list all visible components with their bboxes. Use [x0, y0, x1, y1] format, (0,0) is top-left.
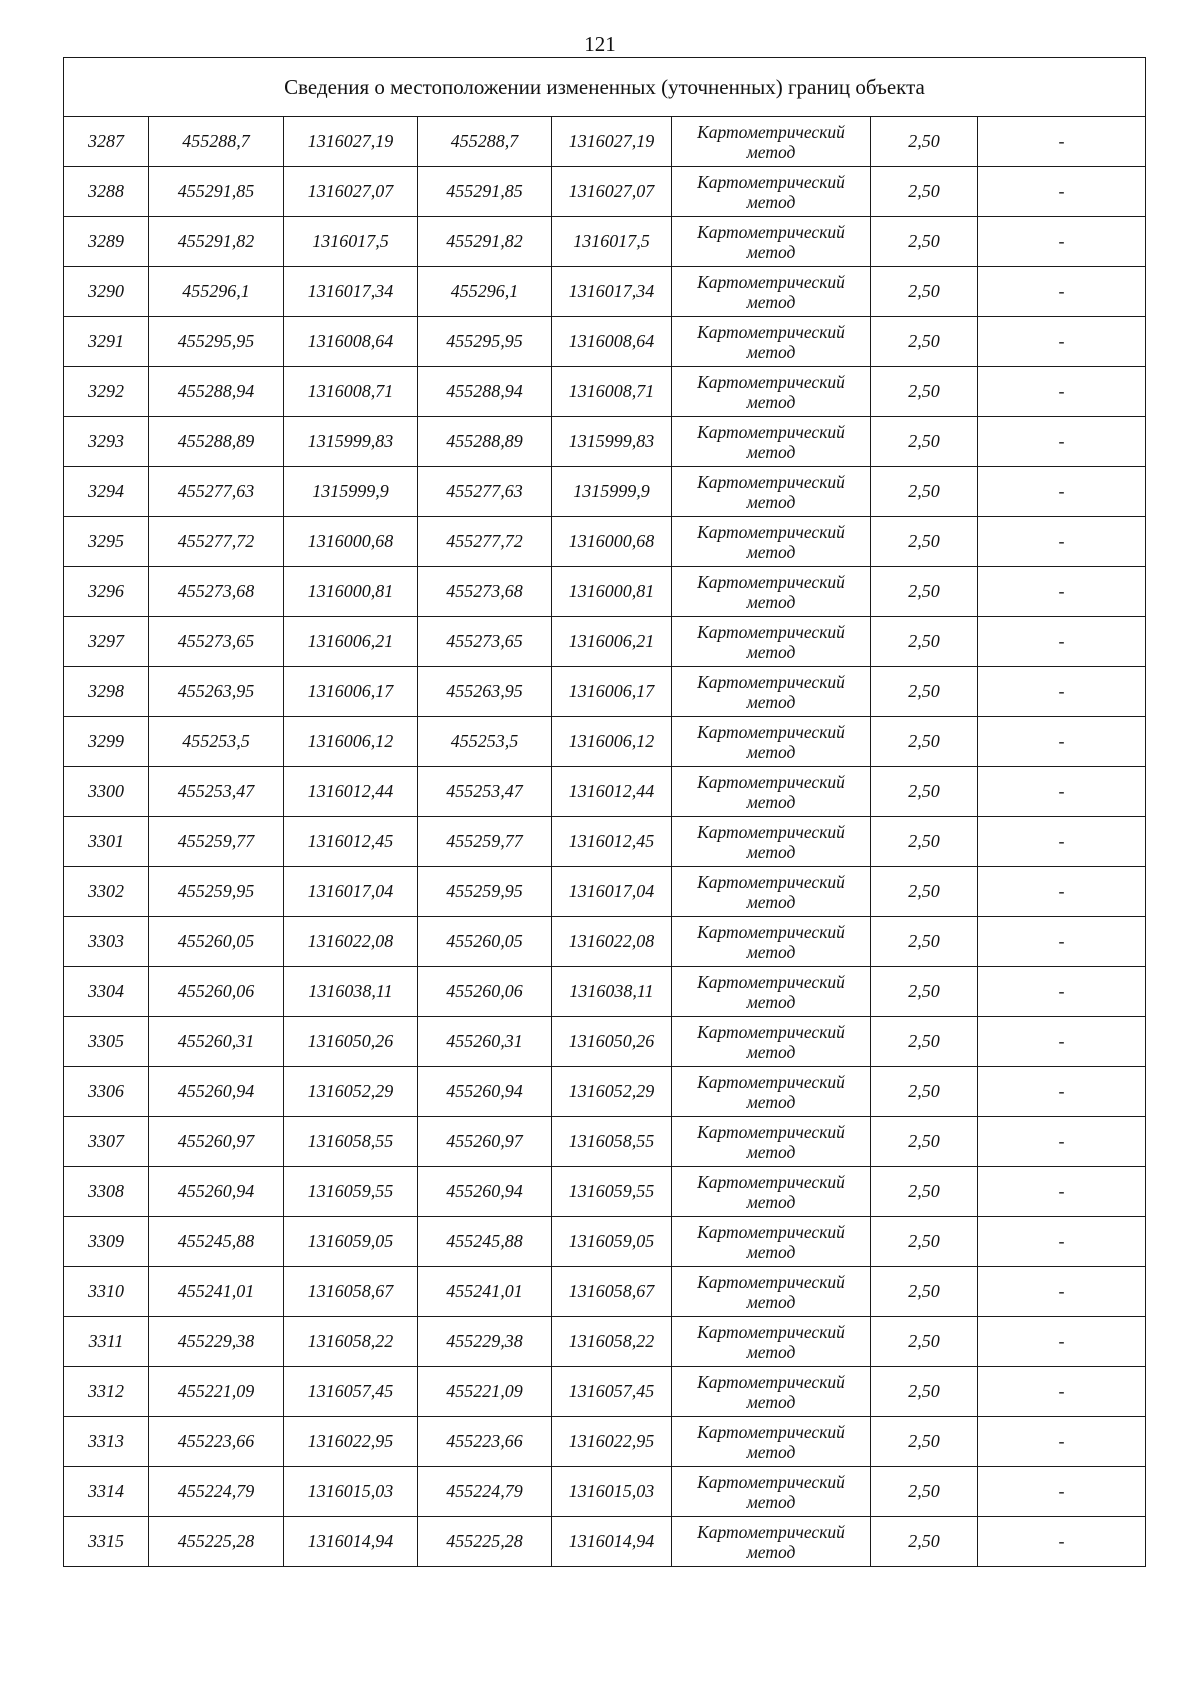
- y-existing-cell: 1315999,9: [284, 467, 418, 517]
- method-cell: Картометрический метод: [672, 817, 871, 867]
- note-cell: -: [978, 817, 1146, 867]
- y-existing-cell: 1316022,08: [284, 917, 418, 967]
- method-cell: Картометрический метод: [672, 967, 871, 1017]
- y-existing-cell: 1316058,55: [284, 1117, 418, 1167]
- y-existing-cell: 1316017,34: [284, 267, 418, 317]
- x-refined-cell: 455260,06: [418, 967, 552, 1017]
- y-existing-cell: 1316012,45: [284, 817, 418, 867]
- accuracy-cell: 2,50: [871, 1017, 978, 1067]
- x-existing-cell: 455259,77: [149, 817, 284, 867]
- point-number-cell: 3305: [64, 1017, 149, 1067]
- point-number-cell: 3310: [64, 1267, 149, 1317]
- point-number-cell: 3303: [64, 917, 149, 967]
- x-refined-cell: 455229,38: [418, 1317, 552, 1367]
- x-refined-cell: 455273,65: [418, 617, 552, 667]
- x-existing-cell: 455260,94: [149, 1167, 284, 1217]
- y-existing-cell: 1316022,95: [284, 1417, 418, 1467]
- point-number-cell: 3307: [64, 1117, 149, 1167]
- x-refined-cell: 455221,09: [418, 1367, 552, 1417]
- method-cell: Картометрический метод: [672, 867, 871, 917]
- x-existing-cell: 455253,47: [149, 767, 284, 817]
- y-refined-cell: 1315999,83: [552, 417, 672, 467]
- x-refined-cell: 455288,89: [418, 417, 552, 467]
- table-row: [64, 367, 1146, 417]
- accuracy-cell: 2,50: [871, 1067, 978, 1117]
- point-number-cell: 3302: [64, 867, 149, 917]
- x-refined-cell: 455291,82: [418, 217, 552, 267]
- y-existing-cell: 1316059,05: [284, 1217, 418, 1267]
- point-number-cell: 3296: [64, 567, 149, 617]
- note-cell: -: [978, 967, 1146, 1017]
- x-existing-cell: 455245,88: [149, 1217, 284, 1267]
- x-existing-cell: 455273,68: [149, 567, 284, 617]
- method-cell: Картометрический метод: [672, 267, 871, 317]
- y-refined-cell: 1316022,08: [552, 917, 672, 967]
- point-number-cell: 3293: [64, 417, 149, 467]
- point-number-cell: 3311: [64, 1317, 149, 1367]
- accuracy-cell: 2,50: [871, 1417, 978, 1467]
- x-refined-cell: 455277,63: [418, 467, 552, 517]
- accuracy-cell: 2,50: [871, 967, 978, 1017]
- y-existing-cell: 1316017,5: [284, 217, 418, 267]
- y-refined-cell: 1316058,55: [552, 1117, 672, 1167]
- accuracy-cell: 2,50: [871, 1467, 978, 1517]
- x-existing-cell: 455288,89: [149, 417, 284, 467]
- point-number-cell: 3298: [64, 667, 149, 717]
- y-existing-cell: 1316059,55: [284, 1167, 418, 1217]
- accuracy-cell: 2,50: [871, 1117, 978, 1167]
- x-existing-cell: 455291,85: [149, 167, 284, 217]
- point-number-cell: 3292: [64, 367, 149, 417]
- method-cell: Картометрический метод: [672, 917, 871, 967]
- table-row: [64, 667, 1146, 717]
- method-cell: Картометрический метод: [672, 767, 871, 817]
- x-refined-cell: 455277,72: [418, 517, 552, 567]
- y-refined-cell: 1316052,29: [552, 1067, 672, 1117]
- method-cell: Картометрический метод: [672, 1117, 871, 1167]
- method-cell: Картометрический метод: [672, 517, 871, 567]
- point-number-cell: 3291: [64, 317, 149, 367]
- accuracy-cell: 2,50: [871, 867, 978, 917]
- note-cell: -: [978, 517, 1146, 567]
- accuracy-cell: 2,50: [871, 217, 978, 267]
- x-existing-cell: 455277,63: [149, 467, 284, 517]
- method-cell: Картометрический метод: [672, 1067, 871, 1117]
- table-row: [64, 417, 1146, 467]
- note-cell: -: [978, 1367, 1146, 1417]
- table-row: [64, 617, 1146, 667]
- y-existing-cell: 1316012,44: [284, 767, 418, 817]
- accuracy-cell: 2,50: [871, 1367, 978, 1417]
- x-refined-cell: 455241,01: [418, 1267, 552, 1317]
- y-refined-cell: 1316015,03: [552, 1467, 672, 1517]
- x-refined-cell: 455259,95: [418, 867, 552, 917]
- note-cell: -: [978, 1217, 1146, 1267]
- point-number-cell: 3308: [64, 1167, 149, 1217]
- method-cell: Картометрический метод: [672, 617, 871, 667]
- point-number-cell: 3301: [64, 817, 149, 867]
- accuracy-cell: 2,50: [871, 1267, 978, 1317]
- method-cell: Картометрический метод: [672, 167, 871, 217]
- y-existing-cell: 1316006,17: [284, 667, 418, 717]
- x-refined-cell: 455273,68: [418, 567, 552, 617]
- note-cell: -: [978, 1067, 1146, 1117]
- x-existing-cell: 455259,95: [149, 867, 284, 917]
- method-cell: Картометрический метод: [672, 367, 871, 417]
- x-existing-cell: 455241,01: [149, 1267, 284, 1317]
- note-cell: -: [978, 1517, 1146, 1567]
- accuracy-cell: 2,50: [871, 1167, 978, 1217]
- y-refined-cell: 1316008,71: [552, 367, 672, 417]
- table-row: [64, 1317, 1146, 1367]
- y-refined-cell: 1316022,95: [552, 1417, 672, 1467]
- y-refined-cell: 1316057,45: [552, 1367, 672, 1417]
- x-refined-cell: 455224,79: [418, 1467, 552, 1517]
- x-refined-cell: 455263,95: [418, 667, 552, 717]
- accuracy-cell: 2,50: [871, 267, 978, 317]
- y-existing-cell: 1316057,45: [284, 1367, 418, 1417]
- y-existing-cell: 1316015,03: [284, 1467, 418, 1517]
- accuracy-cell: 2,50: [871, 567, 978, 617]
- table-row: [64, 1467, 1146, 1517]
- table-row: [64, 1417, 1146, 1467]
- y-existing-cell: 1316050,26: [284, 1017, 418, 1067]
- method-cell: Картометрический метод: [672, 1317, 871, 1367]
- y-existing-cell: 1316008,71: [284, 367, 418, 417]
- x-refined-cell: 455260,97: [418, 1117, 552, 1167]
- note-cell: -: [978, 217, 1146, 267]
- note-cell: -: [978, 417, 1146, 467]
- point-number-cell: 3315: [64, 1517, 149, 1567]
- table-row: [64, 1117, 1146, 1167]
- x-existing-cell: 455260,05: [149, 917, 284, 967]
- y-existing-cell: 1315999,83: [284, 417, 418, 467]
- x-existing-cell: 455260,06: [149, 967, 284, 1017]
- y-refined-cell: 1316006,12: [552, 717, 672, 767]
- boundary-coordinates-table: [63, 57, 1146, 1567]
- method-cell: Картометрический метод: [672, 467, 871, 517]
- point-number-cell: 3299: [64, 717, 149, 767]
- x-existing-cell: 455291,82: [149, 217, 284, 267]
- y-refined-cell: 1316014,94: [552, 1517, 672, 1567]
- method-cell: Картометрический метод: [672, 1367, 871, 1417]
- y-existing-cell: 1316017,04: [284, 867, 418, 917]
- x-existing-cell: 455263,95: [149, 667, 284, 717]
- method-cell: Картометрический метод: [672, 1467, 871, 1517]
- point-number-cell: 3294: [64, 467, 149, 517]
- x-refined-cell: 455245,88: [418, 1217, 552, 1267]
- point-number-cell: 3304: [64, 967, 149, 1017]
- point-number-cell: 3313: [64, 1417, 149, 1467]
- y-refined-cell: 1316038,11: [552, 967, 672, 1017]
- table-row: [64, 217, 1146, 267]
- x-refined-cell: 455223,66: [418, 1417, 552, 1467]
- y-refined-cell: 1315999,9: [552, 467, 672, 517]
- y-refined-cell: 1316059,05: [552, 1217, 672, 1267]
- accuracy-cell: 2,50: [871, 767, 978, 817]
- x-refined-cell: 455260,31: [418, 1017, 552, 1067]
- point-number-cell: 3287: [64, 117, 149, 167]
- x-refined-cell: 455253,5: [418, 717, 552, 767]
- accuracy-cell: 2,50: [871, 517, 978, 567]
- note-cell: -: [978, 717, 1146, 767]
- x-existing-cell: 455296,1: [149, 267, 284, 317]
- x-existing-cell: 455225,28: [149, 1517, 284, 1567]
- y-refined-cell: 1316006,17: [552, 667, 672, 717]
- method-cell: Картометрический метод: [672, 217, 871, 267]
- note-cell: -: [978, 1117, 1146, 1167]
- x-existing-cell: 455221,09: [149, 1367, 284, 1417]
- y-existing-cell: 1316058,67: [284, 1267, 418, 1317]
- note-cell: -: [978, 617, 1146, 667]
- y-existing-cell: 1316058,22: [284, 1317, 418, 1367]
- table-row: [64, 567, 1146, 617]
- point-number-cell: 3314: [64, 1467, 149, 1517]
- table-row: [64, 467, 1146, 517]
- y-existing-cell: 1316027,19: [284, 117, 418, 167]
- y-refined-cell: 1316027,07: [552, 167, 672, 217]
- note-cell: -: [978, 317, 1146, 367]
- x-refined-cell: 455296,1: [418, 267, 552, 317]
- x-existing-cell: 455260,31: [149, 1017, 284, 1067]
- y-refined-cell: 1316017,34: [552, 267, 672, 317]
- table-row: [64, 867, 1146, 917]
- note-cell: -: [978, 1317, 1146, 1367]
- accuracy-cell: 2,50: [871, 317, 978, 367]
- y-existing-cell: 1316038,11: [284, 967, 418, 1017]
- method-cell: Картометрический метод: [672, 317, 871, 367]
- accuracy-cell: 2,50: [871, 1317, 978, 1367]
- table-row: [64, 967, 1146, 1017]
- accuracy-cell: 2,50: [871, 717, 978, 767]
- x-refined-cell: 455260,94: [418, 1167, 552, 1217]
- x-existing-cell: 455224,79: [149, 1467, 284, 1517]
- table-row: [64, 1517, 1146, 1567]
- method-cell: Картометрический метод: [672, 1167, 871, 1217]
- x-existing-cell: 455229,38: [149, 1317, 284, 1367]
- point-number-cell: 3300: [64, 767, 149, 817]
- y-existing-cell: 1316027,07: [284, 167, 418, 217]
- accuracy-cell: 2,50: [871, 1517, 978, 1567]
- method-cell: Картометрический метод: [672, 1417, 871, 1467]
- y-refined-cell: 1316012,44: [552, 767, 672, 817]
- point-number-cell: 3290: [64, 267, 149, 317]
- table-row: [64, 767, 1146, 817]
- note-cell: -: [978, 1467, 1146, 1517]
- method-cell: Картометрический метод: [672, 1217, 871, 1267]
- note-cell: -: [978, 1017, 1146, 1067]
- note-cell: -: [978, 117, 1146, 167]
- x-existing-cell: 455288,7: [149, 117, 284, 167]
- method-cell: Картометрический метод: [672, 667, 871, 717]
- page-number: 121: [584, 32, 616, 56]
- note-cell: -: [978, 467, 1146, 517]
- table-body: [64, 58, 1146, 1567]
- point-number-cell: 3309: [64, 1217, 149, 1267]
- accuracy-cell: 2,50: [871, 117, 978, 167]
- accuracy-cell: 2,50: [871, 417, 978, 467]
- y-existing-cell: 1316000,68: [284, 517, 418, 567]
- table-row: [64, 167, 1146, 217]
- note-cell: -: [978, 1167, 1146, 1217]
- table-row: [64, 717, 1146, 767]
- y-refined-cell: 1316027,19: [552, 117, 672, 167]
- table-row: [64, 917, 1146, 967]
- y-refined-cell: 1316000,81: [552, 567, 672, 617]
- y-refined-cell: 1316012,45: [552, 817, 672, 867]
- point-number-cell: 3306: [64, 1067, 149, 1117]
- x-refined-cell: 455295,95: [418, 317, 552, 367]
- y-existing-cell: 1316014,94: [284, 1517, 418, 1567]
- y-refined-cell: 1316058,67: [552, 1267, 672, 1317]
- method-cell: Картометрический метод: [672, 567, 871, 617]
- table-row: [64, 317, 1146, 367]
- y-refined-cell: 1316008,64: [552, 317, 672, 367]
- x-refined-cell: 455291,85: [418, 167, 552, 217]
- y-refined-cell: 1316000,68: [552, 517, 672, 567]
- table-row: [64, 1267, 1146, 1317]
- table-title-row: [64, 58, 1146, 117]
- x-refined-cell: 455260,94: [418, 1067, 552, 1117]
- y-existing-cell: 1316052,29: [284, 1067, 418, 1117]
- y-existing-cell: 1316006,21: [284, 617, 418, 667]
- x-refined-cell: 455225,28: [418, 1517, 552, 1567]
- table-row: [64, 267, 1146, 317]
- accuracy-cell: 2,50: [871, 667, 978, 717]
- accuracy-cell: 2,50: [871, 917, 978, 967]
- y-refined-cell: 1316058,22: [552, 1317, 672, 1367]
- y-refined-cell: 1316017,5: [552, 217, 672, 267]
- accuracy-cell: 2,50: [871, 617, 978, 667]
- note-cell: -: [978, 667, 1146, 717]
- x-existing-cell: 455260,94: [149, 1067, 284, 1117]
- x-existing-cell: 455260,97: [149, 1117, 284, 1167]
- note-cell: -: [978, 767, 1146, 817]
- note-cell: -: [978, 267, 1146, 317]
- table-row: [64, 1217, 1146, 1267]
- x-existing-cell: 455273,65: [149, 617, 284, 667]
- table-row: [64, 817, 1146, 867]
- method-cell: Картометрический метод: [672, 717, 871, 767]
- table-row: [64, 1067, 1146, 1117]
- table-row: [64, 1017, 1146, 1067]
- y-existing-cell: 1316000,81: [284, 567, 418, 617]
- method-cell: Картометрический метод: [672, 117, 871, 167]
- point-number-cell: 3289: [64, 217, 149, 267]
- accuracy-cell: 2,50: [871, 167, 978, 217]
- method-cell: Картометрический метод: [672, 1267, 871, 1317]
- x-refined-cell: 455288,94: [418, 367, 552, 417]
- x-refined-cell: 455260,05: [418, 917, 552, 967]
- point-number-cell: 3288: [64, 167, 149, 217]
- accuracy-cell: 2,50: [871, 367, 978, 417]
- accuracy-cell: 2,50: [871, 817, 978, 867]
- table-row: [64, 1367, 1146, 1417]
- note-cell: -: [978, 1267, 1146, 1317]
- y-refined-cell: 1316050,26: [552, 1017, 672, 1067]
- x-existing-cell: 455253,5: [149, 717, 284, 767]
- point-number-cell: 3312: [64, 1367, 149, 1417]
- y-refined-cell: 1316017,04: [552, 867, 672, 917]
- accuracy-cell: 2,50: [871, 1217, 978, 1267]
- table-row: [64, 117, 1146, 167]
- x-refined-cell: 455288,7: [418, 117, 552, 167]
- note-cell: -: [978, 167, 1146, 217]
- point-number-cell: 3295: [64, 517, 149, 567]
- y-refined-cell: 1316006,21: [552, 617, 672, 667]
- y-existing-cell: 1316008,64: [284, 317, 418, 367]
- x-existing-cell: 455288,94: [149, 367, 284, 417]
- table-title: Сведения о местоположении измененных (уточненных) границ объекта: [64, 58, 1146, 117]
- note-cell: -: [978, 917, 1146, 967]
- note-cell: -: [978, 567, 1146, 617]
- method-cell: Картометрический метод: [672, 1017, 871, 1067]
- note-cell: -: [978, 867, 1146, 917]
- x-existing-cell: 455277,72: [149, 517, 284, 567]
- x-existing-cell: 455223,66: [149, 1417, 284, 1467]
- y-refined-cell: 1316059,55: [552, 1167, 672, 1217]
- x-refined-cell: 455253,47: [418, 767, 552, 817]
- note-cell: -: [978, 1417, 1146, 1467]
- table-row: [64, 1167, 1146, 1217]
- note-cell: -: [978, 367, 1146, 417]
- x-refined-cell: 455259,77: [418, 817, 552, 867]
- point-number-cell: 3297: [64, 617, 149, 667]
- y-existing-cell: 1316006,12: [284, 717, 418, 767]
- method-cell: Картометрический метод: [672, 1517, 871, 1567]
- method-cell: Картометрический метод: [672, 417, 871, 467]
- accuracy-cell: 2,50: [871, 467, 978, 517]
- table-row: [64, 517, 1146, 567]
- x-existing-cell: 455295,95: [149, 317, 284, 367]
